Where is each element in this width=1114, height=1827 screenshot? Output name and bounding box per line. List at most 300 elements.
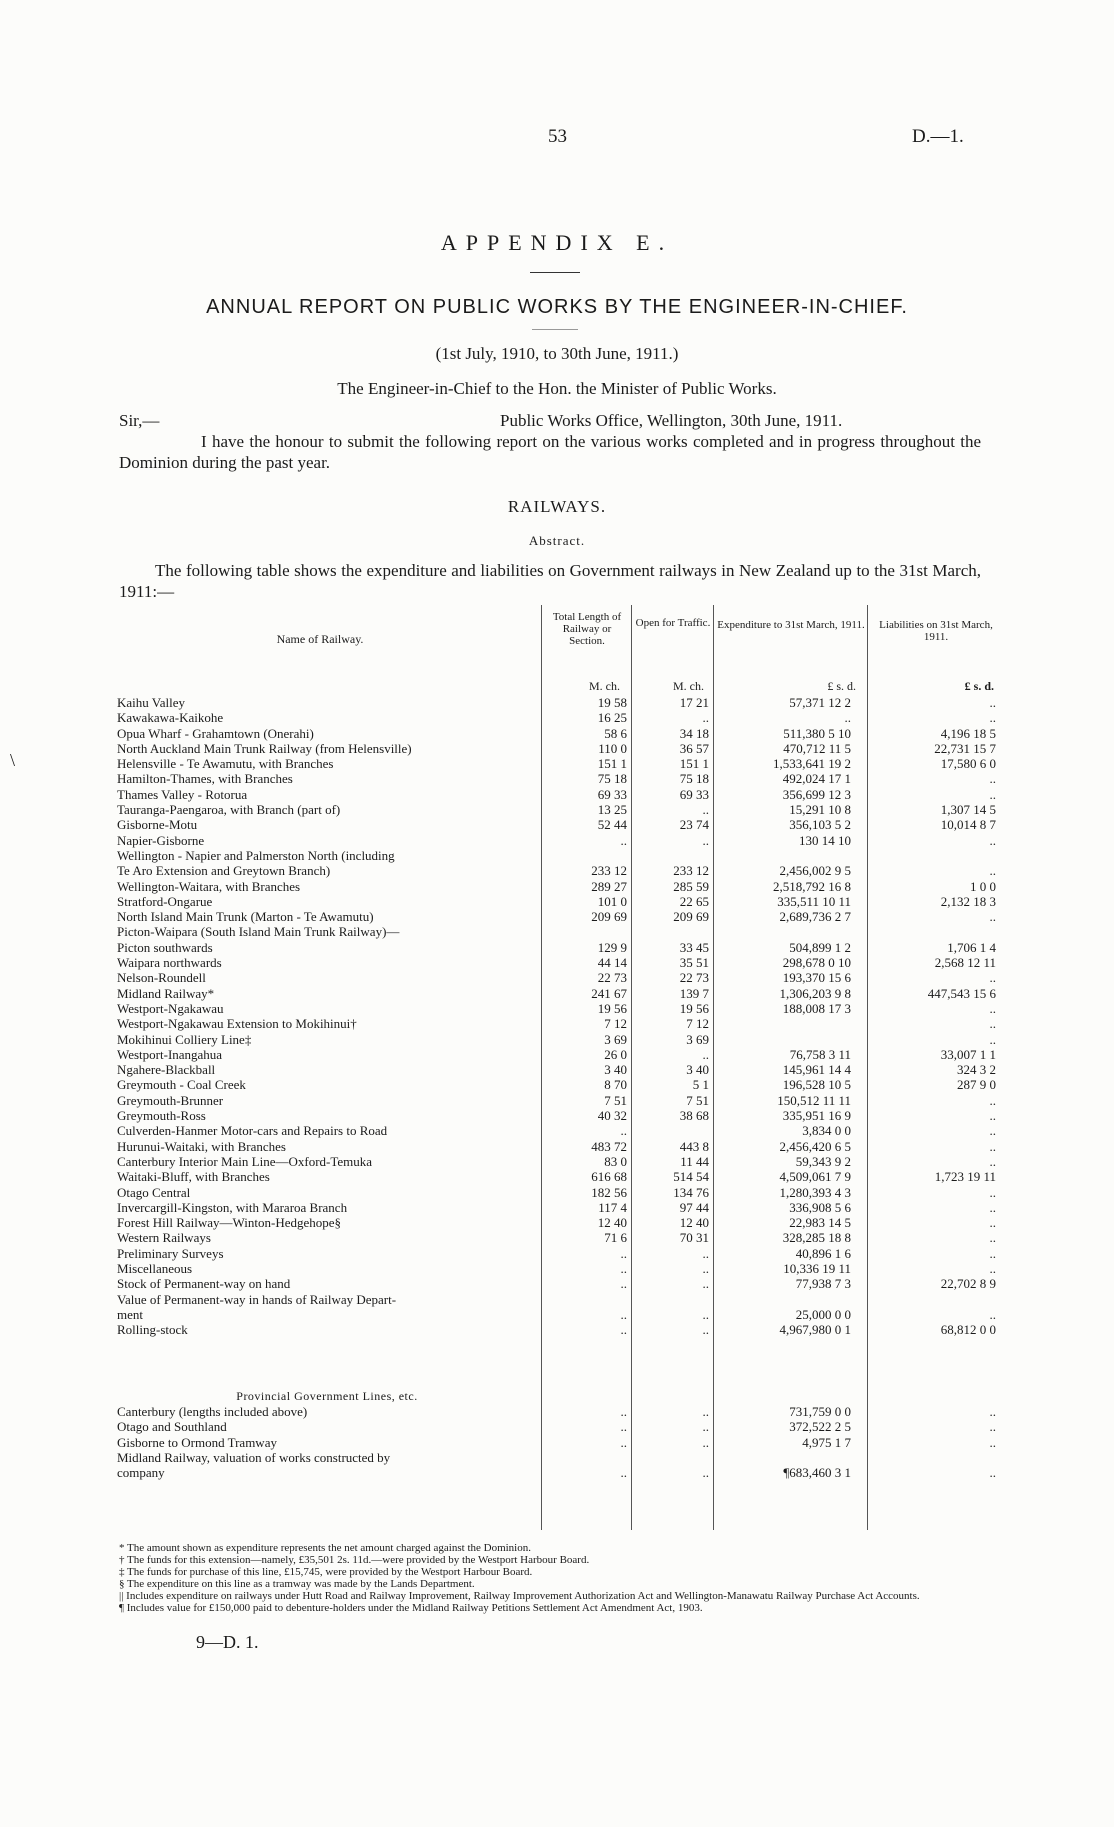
cell-name: Mokihinui Colliery Line‡ [117, 1031, 252, 1047]
cell-open: 7 12 [686, 1016, 709, 1032]
cell-length: .. [620, 1123, 627, 1139]
cell-length: 69 33 [597, 786, 627, 802]
cell-name: Gisborne to Ormond Tramway [117, 1434, 277, 1450]
cell-liab: .. [989, 710, 996, 726]
cell-length: 233 12 [591, 863, 627, 879]
cell-name: Culverden-Hanmer Motor-cars and Repairs to Road [117, 1123, 388, 1139]
footnotes [119, 1542, 979, 1614]
cell-exp [709, 1016, 851, 1031]
cell-length: 117 4 [598, 1199, 627, 1215]
cell-open: 209 69 [673, 909, 709, 925]
cell-length [537, 1450, 627, 1465]
cell-open: .. [702, 1322, 709, 1338]
cell-liab: .. [989, 1404, 996, 1420]
cell-name: Gisborne-Motu [117, 817, 198, 833]
cell-exp: 130 14 10 [799, 832, 851, 848]
table-row [117, 1404, 996, 1419]
cell-exp [709, 924, 851, 939]
cell-open: .. [702, 1276, 709, 1292]
cell-length [537, 1292, 627, 1307]
cell-length: .. [620, 1322, 627, 1338]
cell-open: .. [702, 1465, 709, 1481]
cell-length: 71 6 [604, 1230, 627, 1246]
cell-name: Otago Central [117, 1184, 191, 1200]
col-header-name: Name of Railway. [276, 632, 364, 646]
table-row [117, 726, 996, 741]
provincial-heading-row [117, 1389, 996, 1404]
table-row [117, 1123, 996, 1138]
table-row [117, 1419, 996, 1434]
cell-liab: .. [989, 1108, 996, 1124]
cell-name: Waitaki-Bluff, with Branches [117, 1169, 270, 1185]
cell-exp [709, 1292, 851, 1307]
cell-exp: 77,938 7 3 [795, 1276, 851, 1292]
cell-open: 285 59 [673, 878, 709, 894]
cell-liab: .. [989, 1153, 996, 1169]
cell-open [627, 848, 709, 863]
cell-exp: 492,024 17 1 [782, 771, 851, 787]
cell-open: 134 76 [673, 1184, 709, 1200]
cell-exp: 731,759 0 0 [789, 1404, 851, 1420]
table-row [117, 787, 996, 802]
cell-exp: 470,712 11 5 [783, 740, 851, 756]
cell-open: .. [702, 1046, 709, 1062]
cell-liab: .. [989, 970, 996, 986]
footnote-2: † The funds for this extension—namely, £35,501 2s. 11d.—were provided by the Westport Harbour Board. [119, 1554, 590, 1566]
cell-liab [851, 1450, 996, 1465]
cell-length: 483 72 [591, 1138, 627, 1154]
cell-name: North Island Main Trunk (Marton - Te Awamutu) [117, 909, 374, 925]
spacer-cell [117, 1337, 996, 1355]
cell-open: 12 40 [679, 1215, 709, 1231]
cell-length: .. [620, 1276, 627, 1292]
table-row [117, 1047, 996, 1062]
cell-exp [709, 1499, 851, 1514]
cell-exp: 1,533,641 19 2 [773, 756, 851, 772]
cell-open: .. [702, 710, 709, 726]
cell-liab: .. [989, 909, 996, 925]
cell-exp: 193,370 15 6 [782, 970, 851, 986]
cell-exp: 504,899 1 2 [789, 939, 851, 955]
table-row [117, 1292, 996, 1307]
table-row [117, 1261, 996, 1276]
cell-exp: 145,961 14 4 [782, 1062, 851, 1078]
cell-name: Nelson-Roundell [117, 970, 206, 986]
table-row [117, 986, 996, 1001]
cell-length: .. [620, 1419, 627, 1435]
cell-liab: .. [989, 1434, 996, 1450]
cell-name: Westport-Ngakawau [117, 1000, 224, 1016]
cell-liab: 447,543 15 6 [927, 985, 996, 1001]
cell-name: Kaihu Valley [117, 695, 185, 710]
cell-length: 83 0 [604, 1153, 627, 1169]
cell-liab: 1,706 1 4 [947, 939, 996, 955]
cell-open: .. [702, 1419, 709, 1435]
cell-liab [851, 1499, 996, 1514]
cell-length: 182 56 [591, 1184, 627, 1200]
cell-length: 12 40 [597, 1215, 627, 1231]
cell-exp: 2,456,002 9 5 [779, 863, 851, 879]
cell-name: North Auckland Main Trunk Railway (from Helensville) [117, 740, 412, 756]
cell-length: .. [620, 1434, 627, 1450]
cell-length: 26 0 [604, 1046, 627, 1062]
cell-open: 23 74 [679, 817, 709, 833]
total-row [117, 1355, 996, 1370]
spacer-row [117, 1337, 996, 1355]
table-row [117, 894, 996, 909]
cell-exp [709, 1355, 851, 1370]
table-row [117, 1215, 996, 1230]
cell-liab: .. [989, 695, 996, 710]
cell-name [117, 1355, 537, 1370]
cell-liab: 2,568 12 11 [934, 955, 996, 971]
cell-name: Western Railways [117, 1230, 211, 1246]
cell-open [627, 924, 709, 939]
table-row [117, 756, 996, 771]
cell-open: .. [702, 1306, 709, 1322]
cell-open: 11 44 [680, 1153, 709, 1169]
cell-open: 17 21 [679, 695, 709, 710]
cell-name: Picton southwards [117, 939, 213, 955]
table-row [117, 879, 996, 894]
cell-liab [851, 1355, 996, 1370]
cell-exp [709, 848, 851, 863]
cell-liab: 22,731 15 7 [934, 740, 996, 756]
cell-open: .. [702, 802, 709, 818]
cell-liab: 1,723 19 11 [934, 1169, 996, 1185]
cell-name [117, 1499, 537, 1514]
cell-liab: 1,307 14 5 [940, 802, 996, 818]
cell-open: 3 69 [686, 1031, 709, 1047]
cell-open: .. [702, 1434, 709, 1450]
table-row [117, 1307, 996, 1322]
cell-exp: 336,908 5 6 [789, 1199, 851, 1215]
table-row [117, 1032, 996, 1047]
footnote-3: ‡ The funds for purchase of this line, £15,745, were provided by the Westport Harbour Board. [119, 1566, 533, 1578]
cell-length: 151 1 [597, 756, 627, 772]
cell-open [627, 1499, 709, 1514]
cell-name: Preliminary Surveys [117, 1245, 224, 1261]
cell-exp: 2,518,792 16 8 [773, 878, 851, 894]
col-header-expenditure: Expenditure to 31st March, 1911. [717, 619, 865, 631]
table-row [117, 1077, 996, 1092]
cell-name: Helensville - Te Awamutu, with Branches [117, 756, 334, 772]
table-row [117, 802, 996, 817]
cell-liab: 287 9 0 [957, 1077, 996, 1093]
col-header-length: Total Length of Railway or Section. [552, 611, 622, 647]
cell-open [627, 1355, 709, 1370]
cell-liab: .. [989, 1016, 996, 1032]
cell-length: 7 51 [604, 1092, 627, 1108]
table-row [117, 1465, 996, 1480]
table-row [117, 863, 996, 878]
cell-open: 38 68 [679, 1108, 709, 1124]
cell-liab: .. [989, 1230, 996, 1246]
cell-exp: 3,834 0 0 [802, 1123, 851, 1139]
cell-open: 34 18 [679, 725, 709, 741]
railway-table [117, 695, 996, 1514]
cell-exp [709, 1450, 851, 1465]
cell-name: Canterbury Interior Main Line—Oxford-Temuka [117, 1153, 373, 1169]
cell-exp: 4,975 1 7 [802, 1434, 851, 1450]
table-row [117, 940, 996, 955]
cell-exp: 188,008 17 3 [782, 1000, 851, 1016]
cell-name: Value of Permanent-way in hands of Railway Depart- [117, 1291, 397, 1307]
cell-liab: .. [989, 1215, 996, 1231]
cell-name: Thames Valley - Rotorua [117, 786, 248, 802]
cell-open: 70 31 [679, 1230, 709, 1246]
cell-name: Hurunui-Waitaki, with Branches [117, 1138, 286, 1154]
grand-total-row [117, 1499, 996, 1514]
table-row [117, 1450, 996, 1465]
cell-name: Stock of Permanent-way on hand [117, 1276, 291, 1292]
cell-length [537, 924, 627, 939]
cell-liab [851, 924, 996, 939]
cell-length: .. [620, 1245, 627, 1261]
table-row [117, 1435, 996, 1450]
cell-length: 19 56 [597, 1000, 627, 1016]
cell-name: company [117, 1465, 165, 1481]
cell-name: Midland Railway, valuation of works constructed by [117, 1449, 391, 1465]
table-row [117, 1001, 996, 1016]
cell-liab: 17,580 6 0 [940, 756, 996, 772]
cell-name: Napier-Gisborne [117, 832, 205, 848]
cell-length [537, 1355, 627, 1370]
cell-length: 101 0 [597, 893, 627, 909]
cell-liab: .. [989, 1123, 996, 1139]
cell-name: Stratford-Ongarue [117, 893, 213, 909]
cell-name: Invercargill-Kingston, with Mararoa Branch [117, 1199, 348, 1215]
cell-open: 69 33 [679, 786, 709, 802]
cell-name: Westport-Ngakawau Extension to Mokihinui† [117, 1016, 357, 1032]
empty-cell [851, 1389, 996, 1404]
footnote-1: * The amount shown as expenditure represents the net amount charged against the Dominion. [119, 1542, 531, 1554]
cell-open: 22 73 [679, 970, 709, 986]
cell-liab: .. [989, 1199, 996, 1215]
cell-open: 22 65 [679, 893, 709, 909]
cell-open: 139 7 [679, 985, 709, 1001]
cell-liab: .. [989, 1000, 996, 1016]
office-line: Public Works Office, Wellington, 30th June, 1911. [500, 411, 843, 430]
table-row [117, 741, 996, 756]
cell-exp: 10,336 19 11 [783, 1260, 851, 1276]
cell-open: 3 40 [686, 1062, 709, 1078]
cell-name: Wellington - Napier and Palmerston North (including [117, 847, 395, 863]
cell-liab: .. [989, 771, 996, 787]
table-row [117, 771, 996, 786]
cell-length: 289 27 [591, 878, 627, 894]
cell-name: Greymouth-Brunner [117, 1092, 224, 1108]
signature-mark: 9—D. 1. [196, 1632, 259, 1652]
table-row [117, 1154, 996, 1169]
cell-exp: 4,509,061 7 9 [779, 1169, 851, 1185]
cell-name: Greymouth - Coal Creek [117, 1077, 246, 1093]
cell-name: Greymouth-Ross [117, 1108, 206, 1124]
report-dates: (1st July, 1910, to 30th June, 1911.) [435, 344, 679, 363]
cell-liab [851, 848, 996, 863]
appendix-heading: APPENDIX E. [440, 230, 674, 255]
cell-name: Te Aro Extension and Greytown Branch) [117, 863, 331, 879]
cell-length: .. [620, 832, 627, 848]
cell-name: Opua Wharf - Grahamtown (Onerahi) [117, 725, 314, 741]
table-row [117, 924, 996, 939]
cell-open [627, 1292, 709, 1307]
report-title: ANNUAL REPORT ON PUBLIC WORKS BY THE ENGINEER-IN-CHIEF. [206, 296, 908, 318]
cell-liab: .. [989, 1138, 996, 1154]
spacer-cell [117, 1481, 996, 1499]
cell-name: Otago and Southland [117, 1419, 227, 1435]
cell-length: 40 32 [597, 1108, 627, 1124]
cell-open: .. [702, 1245, 709, 1261]
cell-open: 151 1 [679, 756, 709, 772]
cell-open: .. [702, 832, 709, 848]
col-header-open: Open for Traffic. [635, 617, 711, 629]
cell-open: 7 51 [686, 1092, 709, 1108]
cell-length: 22 73 [597, 970, 627, 986]
cell-liab [851, 1292, 996, 1307]
table-row [117, 710, 996, 725]
cell-length: 58 6 [604, 725, 627, 741]
cell-length: .. [620, 1404, 627, 1420]
salutation: Sir,— [119, 411, 160, 430]
cell-open: 33 45 [679, 939, 709, 955]
cell-liab: .. [989, 1245, 996, 1261]
cell-liab: .. [989, 863, 996, 879]
footnote-4: § The expenditure on this line as a tramway was made by the Lands Department. [119, 1578, 475, 1590]
cell-exp: 1,306,203 9 8 [779, 985, 851, 1001]
cell-length: 8 70 [604, 1077, 627, 1093]
cell-exp: 335,951 16 9 [782, 1108, 851, 1124]
footnote-6: ¶ Includes value for £150,000 paid to debenture-holders under the Midland Railway Petitions Settlement Act Amendment Act, 1903. [119, 1602, 703, 1614]
cell-liab: 10,014 8 7 [940, 817, 996, 833]
table-row [117, 1200, 996, 1215]
cell-exp: 22,983 14 5 [789, 1215, 851, 1231]
cell-liab: .. [989, 832, 996, 848]
cell-length: .. [620, 1465, 627, 1481]
cell-exp: 40,896 1 6 [795, 1245, 851, 1261]
cell-liab: 324 3 2 [957, 1062, 996, 1078]
cell-length: 3 69 [604, 1031, 627, 1047]
cell-liab: .. [989, 1260, 996, 1276]
cell-length: .. [620, 1260, 627, 1276]
table-row [117, 1139, 996, 1154]
empty-cell [537, 1389, 627, 1404]
cell-exp: 4,967,980 0 1 [779, 1322, 851, 1338]
cell-open: 514 54 [673, 1169, 709, 1185]
empty-cell [709, 1389, 851, 1404]
cell-name: Midland Railway* [117, 985, 215, 1001]
table-row [117, 970, 996, 985]
margin-mark: \ [10, 750, 16, 770]
cell-length [537, 848, 627, 863]
cell-length: .. [620, 1306, 627, 1322]
table-row [117, 833, 996, 848]
cell-liab: .. [989, 1419, 996, 1435]
cell-name: Westport-Inangahua [117, 1046, 223, 1062]
rule-2 [532, 329, 578, 330]
cell-exp: 1,280,393 4 3 [779, 1184, 851, 1200]
cell-liab: .. [989, 1306, 996, 1322]
cell-name: Canterbury (lengths included above) [117, 1404, 308, 1420]
cell-name: Picton-Waipara (South Island Main Trunk Railway)— [117, 924, 400, 940]
cell-liab: 68,812 0 0 [940, 1322, 996, 1338]
cell-exp: 59,343 9 2 [795, 1153, 851, 1169]
empty-cell [627, 1389, 709, 1404]
cell-exp: 356,103 5 2 [789, 817, 851, 833]
cell-exp [709, 1032, 851, 1047]
cell-liab: 1 0 0 [970, 878, 996, 894]
cell-name: Forest Hill Railway—Winton-Hedgehope§ [117, 1215, 342, 1231]
cell-length: 110 0 [598, 740, 627, 756]
table-row [117, 1246, 996, 1261]
cell-exp: 372,522 2 5 [789, 1419, 851, 1435]
cell-exp: .. [844, 710, 851, 726]
unit-length: M. ch. [589, 679, 620, 693]
table-row [117, 1016, 996, 1031]
cell-exp: 2,689,736 2 7 [779, 909, 851, 925]
cell-length: 52 44 [597, 817, 627, 833]
rule-1 [530, 272, 580, 273]
table-row [117, 1169, 996, 1184]
cell-exp: 335,511 10 11 [777, 893, 851, 909]
table-row [117, 909, 996, 924]
footnote-5: || Includes expenditure on railways under Hutt Road and Railway Improvement, Railway Improvement Authorization Act and Wellington-Manawatu Railway Purchase Act Accounts. [119, 1590, 920, 1602]
provincial-heading: Provincial Government Lines, etc. [236, 1388, 418, 1403]
cell-open [627, 1450, 709, 1465]
table-row [117, 1093, 996, 1108]
intro-paragraph: I have the honour to submit the following report on the various works completed and in progress throughout the Dominion during the past year. [119, 432, 981, 472]
address-line: The Engineer-in-Chief to the Hon. the Minister of Public Works. [337, 379, 777, 398]
cell-liab: 2,132 18 3 [940, 893, 996, 909]
cell-liab: 22,702 8 9 [940, 1276, 996, 1292]
cell-name: Waipara northwards [117, 955, 222, 971]
cell-name: Kawakawa-Kaikohe [117, 710, 224, 726]
cell-name: Hamilton-Thames, with Branches [117, 771, 293, 787]
cell-open: 97 44 [679, 1199, 709, 1215]
table-row [117, 1185, 996, 1200]
table-row [117, 1322, 996, 1337]
spacer-row [117, 1481, 996, 1499]
table-row [117, 955, 996, 970]
cell-open: 443 8 [679, 1138, 709, 1154]
cell-length: 129 9 [597, 939, 627, 955]
unit-open: M. ch. [673, 679, 704, 693]
cell-liab: .. [989, 1092, 996, 1108]
unit-liabilities: £ s. d. [964, 679, 994, 693]
spacer-cell [117, 1371, 996, 1389]
cell-liab: 33,007 1 1 [940, 1046, 996, 1062]
cell-exp: 15,291 10 8 [789, 802, 851, 818]
cell-exp: 2,456,420 6 5 [779, 1138, 851, 1154]
cell-open: .. [702, 1260, 709, 1276]
table-row [117, 1108, 996, 1123]
col-header-liabilities: Liabilities on 31st March, 1911. [879, 619, 993, 643]
document-reference: D.—1. [912, 126, 964, 147]
cell-length: 7 12 [604, 1016, 627, 1032]
page-number: 53 [548, 126, 567, 147]
cell-exp: ¶683,460 3 1 [783, 1465, 851, 1481]
cell-exp: 25,000 0 0 [795, 1306, 851, 1322]
cell-open: 75 18 [679, 771, 709, 787]
table-row [117, 848, 996, 863]
table-intro: The following table shows the expenditure and liabilities on Government railways in New Zealand up to the 31st March, 1911:— [119, 561, 981, 601]
cell-name: Rolling-stock [117, 1322, 188, 1338]
cell-exp: 196,528 10 5 [782, 1077, 851, 1093]
cell-exp: 298,678 0 10 [782, 955, 851, 971]
cell-open [627, 1123, 709, 1138]
cell-exp: 150,512 11 11 [777, 1092, 851, 1108]
unit-expenditure: £ s. d. [827, 679, 856, 693]
